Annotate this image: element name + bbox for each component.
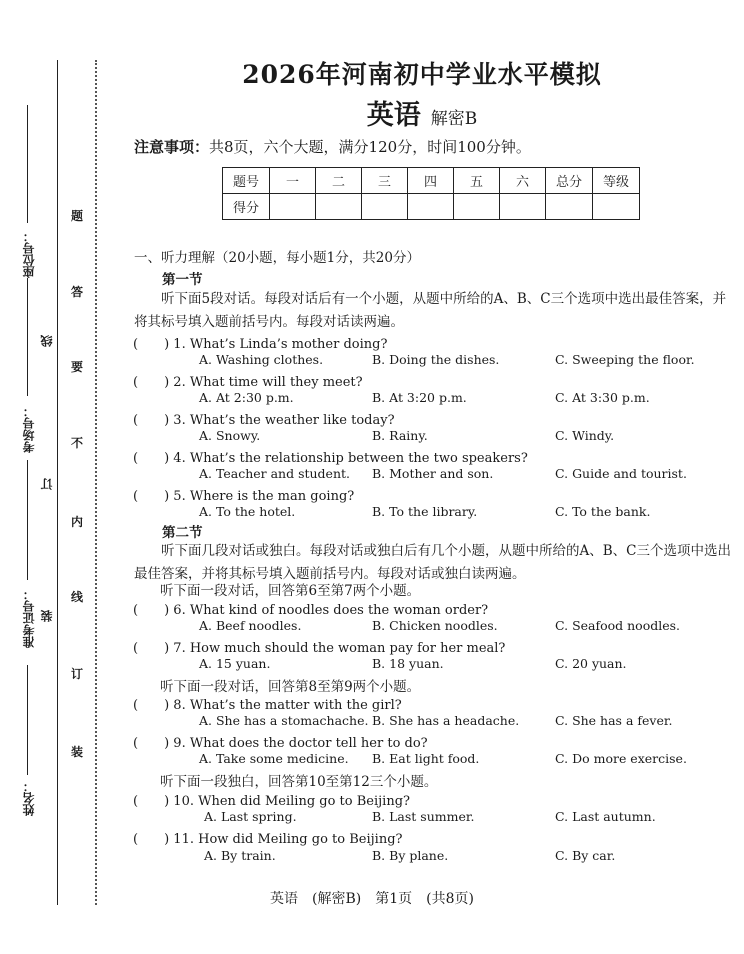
option-b: B. Doing the dishes.: [372, 352, 500, 367]
option-c: C. Windy.: [555, 428, 615, 443]
score-cell: 三: [362, 168, 408, 194]
answer-bracket[interactable]: ( ): [133, 489, 170, 504]
option-c: C. Sweeping the floor.: [555, 352, 695, 367]
question-line: [133, 447, 528, 466]
name-blank: [27, 665, 28, 775]
option-b: B. Chicken noodles.: [372, 618, 498, 633]
seal-char: 不: [71, 436, 84, 450]
option-b: B. Last summer.: [372, 809, 475, 824]
option-c: C. 20 yuan.: [555, 656, 627, 671]
score-cell: 二: [316, 168, 362, 194]
name-label: 姓名：: [22, 780, 36, 816]
seat-number-label: 座位号：: [22, 230, 36, 278]
option-c: C. Last autumn.: [555, 809, 656, 824]
ticket-number-blank: [27, 460, 28, 580]
option-c: C. By car.: [555, 848, 616, 863]
answer-bracket[interactable]: ( ): [133, 413, 170, 428]
question-text: 7. How much should the woman pay for her meal?: [173, 641, 506, 656]
option-a: A. She has a stomachache.: [199, 713, 369, 728]
answer-bracket[interactable]: ( ): [133, 641, 170, 656]
binding-ding: 订: [40, 478, 54, 490]
question-text: 11. How did Meiling go to Beijing?: [173, 832, 403, 847]
option-b: B. Mother and son.: [372, 466, 494, 481]
page-title: 2026年河南初中学业水平模拟: [242, 60, 602, 89]
question-line: [133, 694, 402, 713]
question-line: [133, 790, 410, 809]
question-line: [133, 599, 488, 618]
binding-solid-line: [57, 60, 58, 905]
score-table-score-row: [223, 194, 640, 220]
option-c: C. At 3:30 p.m.: [555, 390, 650, 405]
option-c: C. To the bank.: [555, 504, 651, 519]
section-title: 一、听力理解（20小题，每小题1分，共20分）: [134, 250, 420, 266]
score-blank[interactable]: [593, 194, 640, 220]
notice-text: 共8页，六个大题，满分120分，时间100分钟。: [209, 138, 531, 156]
option-c: C. Do more exercise.: [555, 751, 687, 766]
option-a: A. Washing clothes.: [199, 352, 324, 367]
question-text: 2. What time will they meet?: [173, 375, 363, 390]
seat-number-blank: [27, 105, 28, 223]
option-b: B. She has a headache.: [372, 713, 520, 728]
seal-char: 内: [71, 515, 84, 529]
page-subtitle: [100, 93, 744, 132]
option-a: A. At 2:30 p.m.: [199, 390, 294, 405]
option-c: C. Seafood noodles.: [555, 618, 681, 633]
score-cell: 总分: [546, 168, 593, 194]
option-b: B. At 3:20 p.m.: [372, 390, 467, 405]
answer-bracket[interactable]: ( ): [133, 698, 170, 713]
question-text: 6. What kind of noodles does the woman order?: [173, 603, 489, 618]
answer-bracket[interactable]: ( ): [133, 337, 170, 352]
group-instruction: 听下面一段独白，回答第10至第12三个小题。: [160, 774, 438, 790]
answer-bracket[interactable]: ( ): [133, 451, 170, 466]
seal-char: 题: [71, 209, 84, 223]
score-blank[interactable]: [316, 194, 362, 220]
ticket-number-label: 准考证号：: [22, 588, 36, 648]
exam-room-blank: [27, 278, 28, 396]
option-b: B. Rainy.: [372, 428, 428, 443]
option-a: A. Teacher and student.: [199, 466, 351, 481]
page-footer: 英语 (解密B) 第1页 (共8页): [270, 891, 474, 907]
option-a: A. Take some medicine.: [199, 751, 349, 766]
group-instruction: 听下面一段对话，回答第6至第7两个小题。: [160, 583, 421, 599]
option-a: A. Snowy.: [199, 428, 261, 443]
question-line: [133, 485, 354, 504]
seal-char: 装: [71, 745, 84, 759]
option-b: B. By plane.: [372, 848, 449, 863]
binding-zhuang: 装: [40, 610, 54, 622]
option-a: A. 15 yuan.: [199, 656, 271, 671]
score-blank[interactable]: [270, 194, 316, 220]
score-cell: 一: [270, 168, 316, 194]
answer-bracket[interactable]: ( ): [133, 832, 170, 847]
option-a: A. Last spring.: [204, 809, 297, 824]
binding-dotted-line: [95, 60, 97, 905]
score-blank[interactable]: [546, 194, 593, 220]
binding-xian: 线: [40, 335, 54, 347]
question-text: 9. What does the doctor tell her to do?: [173, 736, 428, 751]
question-line: [133, 409, 395, 428]
score-cell: 得分: [223, 194, 270, 220]
score-cell: 题号: [223, 168, 270, 194]
seal-char: 答: [71, 285, 84, 299]
seal-char: 要: [71, 360, 84, 374]
question-line: [133, 732, 428, 751]
question-line: [133, 637, 505, 656]
option-c: C. She has a fever.: [555, 713, 673, 728]
seal-char: 线: [71, 590, 84, 604]
answer-bracket[interactable]: ( ): [133, 603, 170, 618]
score-blank[interactable]: [454, 194, 500, 220]
option-b: B. 18 yuan.: [372, 656, 444, 671]
group-instruction: 听下面一段对话，回答第8至第9两个小题。: [160, 679, 421, 695]
score-cell: 六: [500, 168, 546, 194]
part-title: 第二节: [162, 525, 203, 541]
part-instruction: 听下面几段对话或独白。每段对话或独白后有几个小题，从题中所给的A、B、C三个选项中选出最佳答案，并将其标号填入题前括号内。每段对话或独白读两遍。: [134, 543, 731, 582]
paper-variant: 解密B: [430, 109, 478, 129]
question-text: 3. What’s the weather like today?: [173, 413, 395, 428]
score-table-header-row: [223, 168, 640, 194]
question-text: 1. What’s Linda’s mother doing?: [173, 337, 388, 352]
score-cell: 等级: [593, 168, 640, 194]
question-text: 8. What’s the matter with the girl?: [173, 698, 402, 713]
question-text: 5. Where is the man going?: [173, 489, 355, 504]
score-blank[interactable]: [408, 194, 454, 220]
seal-char: 订: [71, 667, 84, 681]
option-a: A. By train.: [204, 848, 276, 863]
subject-name: 英语: [366, 100, 421, 131]
question-text: 4. What’s the relationship between the two speakers?: [173, 451, 528, 466]
option-b: B. Eat light food.: [372, 751, 480, 766]
exam-notice: [134, 136, 531, 157]
question-text: 10. When did Meiling go to Beijing?: [173, 794, 410, 809]
answer-bracket[interactable]: ( ): [133, 794, 170, 809]
score-blank[interactable]: [362, 194, 408, 220]
question-line: [133, 828, 403, 847]
exam-room-label: 考场号：: [22, 405, 36, 453]
option-a: A. To the hotel.: [199, 504, 296, 519]
score-blank[interactable]: [500, 194, 546, 220]
question-line: [133, 371, 363, 390]
notice-label: 注意事项：: [134, 138, 210, 156]
answer-bracket[interactable]: ( ): [133, 736, 170, 751]
option-a: A. Beef noodles.: [199, 618, 302, 633]
question-line: [133, 333, 387, 352]
score-table: [222, 167, 640, 220]
option-c: C. Guide and tourist.: [555, 466, 687, 481]
score-cell: 四: [408, 168, 454, 194]
score-cell: 五: [454, 168, 500, 194]
answer-bracket[interactable]: ( ): [133, 375, 170, 390]
part-title: 第一节: [162, 272, 203, 288]
part-instruction: 听下面5段对话。每段对话后有一个小题，从题中所给的A、B、C三个选项中选出最佳答案，并将其标号填入题前括号内。每段对话读两遍。: [134, 291, 727, 330]
option-b: B. To the library.: [372, 504, 478, 519]
